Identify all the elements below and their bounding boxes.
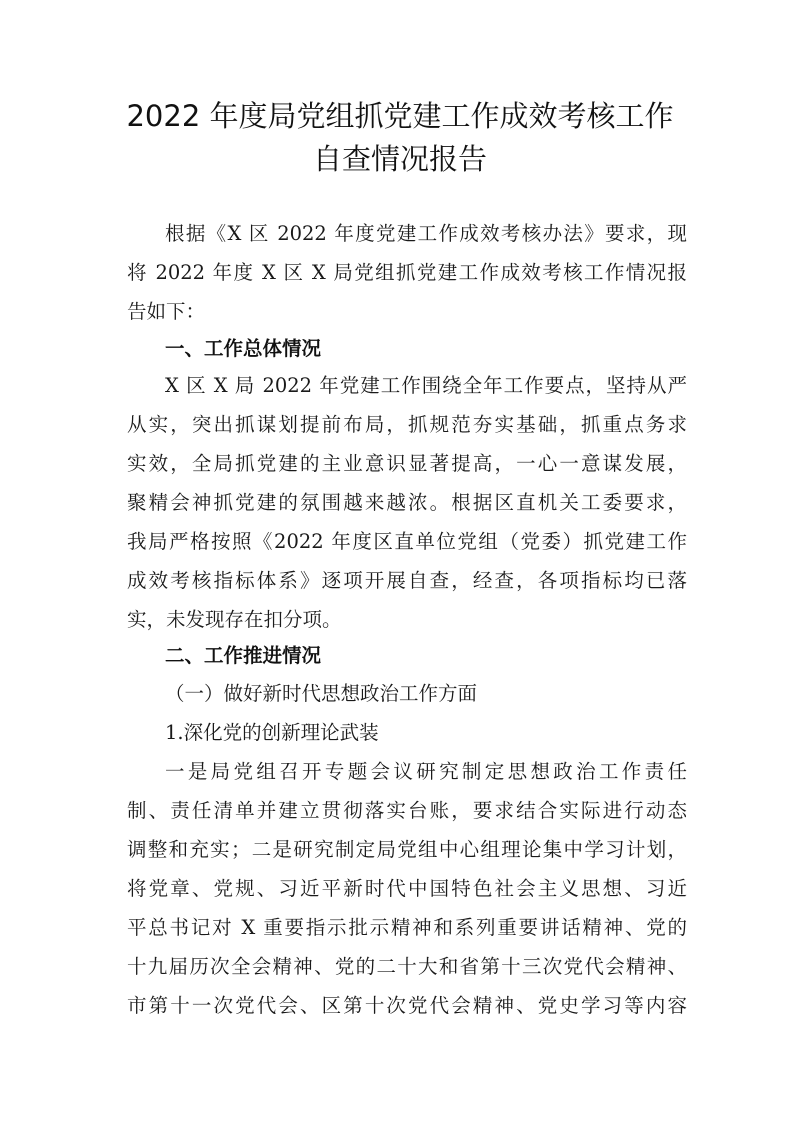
- paragraph-line: 根据《X 区 2022 年度党建工作成效考核办法》要求，现: [165, 222, 687, 245]
- paragraph-line: 一是局党组召开专题会议研究制定思想政治工作责任: [165, 760, 687, 783]
- paragraph-line: 聚精会神抓党建的氛围越来越浓。根据区直机关工委要求，: [127, 491, 687, 514]
- paragraph-line: 我局严格按照《2022 年度区直单位党组（党委）抓党建工作: [127, 530, 687, 553]
- paragraph-line: 实效，全局抓党建的主业意识显著提高，一心一意谋发展，: [127, 452, 687, 475]
- section-heading: 一、工作总体情况: [165, 337, 322, 360]
- paragraph-line: 将党章、党规、习近平新时代中国特色社会主义思想、习近: [127, 877, 687, 900]
- document-title-line-2: 自查情况报告: [312, 142, 487, 176]
- paragraph-line: 十九届历次全会精神、党的二十大和省第十三次党代会精神、: [127, 955, 687, 978]
- paragraph-line: 实，未发现存在扣分项。: [127, 608, 342, 631]
- paragraph-line: 从实，突出抓谋划提前布局，抓规范夯实基础，抓重点务求: [127, 413, 687, 436]
- document-title-line-1: 2022 年度局党组抓党建工作成效考核工作: [126, 99, 674, 133]
- section-heading: 二、工作推进情况: [165, 644, 322, 667]
- paragraph-line: 成效考核指标体系》逐项开展自查，经查，各项指标均已落: [127, 569, 687, 592]
- paragraph-line: 将 2022 年度 X 区 X 局党组抓党建工作成效考核工作情况报: [127, 261, 687, 284]
- paragraph-line: 告如下：: [127, 300, 206, 323]
- paragraph-line: 市第十一次党代会、区第十次党代会精神、党史学习等内容: [127, 994, 687, 1017]
- paragraph-line: 调整和充实；二是研究制定局党组中心组理论集中学习计划，: [127, 838, 687, 861]
- subsection-heading: （一）做好新时代思想政治工作方面: [165, 682, 478, 705]
- paragraph-line: X 区 X 局 2022 年党建工作围绕全年工作要点，坚持从严: [165, 374, 687, 397]
- paragraph-line: 平总书记对 X 重要指示批示精神和系列重要讲话精神、党的: [127, 916, 687, 939]
- paragraph-line: 制、责任清单并建立贯彻落实台账，要求结合实际进行动态: [127, 799, 687, 822]
- item-heading: 1.深化党的创新理论武装: [165, 721, 379, 744]
